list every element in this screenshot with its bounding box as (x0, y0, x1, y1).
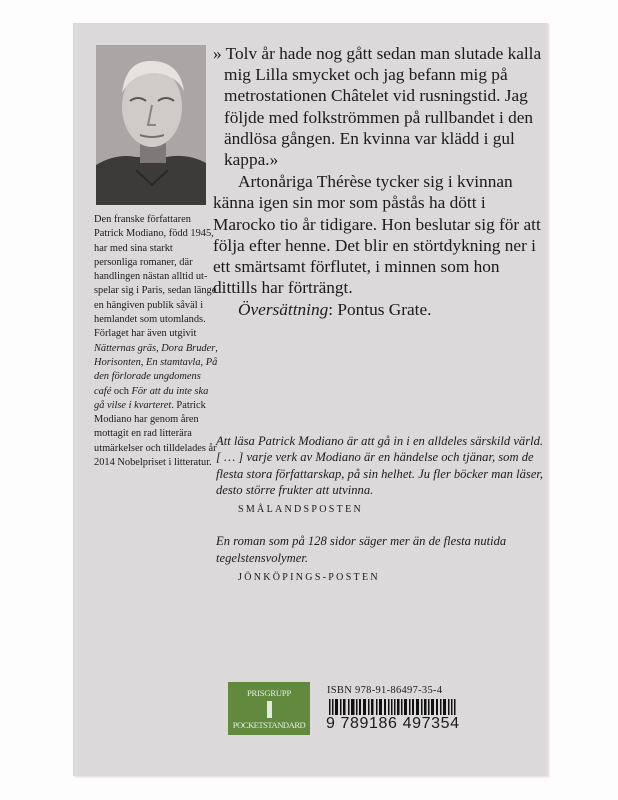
plot-summary: Artonåriga Thérèse tycker sig i kvinnan känna igen sin mor som påstås ha dött i Marocko tio år tidigare. Hon beslutar sig för att följa efter henne. Det blir en störtdykning ner i ett smärtsamt förflutet, i minnen som hon dittills har förträngt. (213, 172, 541, 298)
barcode-digits: 9 789186 497354 (326, 715, 460, 732)
blurb (213, 43, 543, 321)
author-photo (96, 45, 206, 205)
review-source: SMÅLANDSPOSTEN (238, 504, 363, 516)
roman-numeral-one (267, 701, 272, 718)
book-title: För att du inte ska gå vilse i kvarteret (94, 385, 209, 411)
isbn-label: ISBN 978-91-86497-35-4 (327, 685, 443, 696)
book-title: En stamtavla (145, 356, 201, 368)
book-title: Horisonten (94, 356, 141, 368)
translation-credit: Översättning: Pontus Grate. (238, 300, 432, 320)
review-quote: Att läsa Patrick Modiano är att gå in i en alldeles särskild värld. [ … ] varje verk av Modiano är en händelse och tjänar, som de flesta stora författarskap, på sin helhet. Ju fler böcker man läser, desto större frukter att utvinna. (216, 434, 544, 497)
excerpt-quote: » Tolv år hade nog gått sedan man slutade kalla mig Lilla smycket och jag befann mig på metrostationen Châtelet vid rusningstid. Jag följde med folkströmmen på rullbandet i den ändlösa gången. En kvinna var klädd i gul kappa.» (213, 44, 542, 170)
review-quote: En roman som på 128 sidor säger mer än de flesta nutida tegelstensvolymer. (216, 534, 507, 565)
review-source: JÖNKÖPINGS-POSTEN (238, 572, 380, 584)
book-title: Nätternas gräs (94, 342, 157, 354)
reviews (216, 433, 546, 586)
book-title: På den förlorade ungdomens café (94, 356, 218, 397)
price-group-badge: PRISGRUPP POCKETSTANDARD (228, 682, 310, 735)
author-bio: Den franske författaren Patrick Modiano, född 1945, har med sina starkt personliga romaner, där handlingen nästan alltid utspelar sig i Paris, sedan länge en hängiven publik såväl i hemlandet som utomlands. Förlaget har även utgivit Nätternas gräs, Dora Bruder, Horisonten, En stamtavla, På den förlorade ungdomens café och För att du inte ska gå vilse i kvarteret. Patrick Modiano har genom åren mottagit en rad litterära utmärkelser och tilldelades år 2014 Nobelpriset i litteratur. (94, 214, 218, 469)
book-title: Dora Bruder (161, 342, 216, 354)
book-back-cover (73, 23, 548, 776)
